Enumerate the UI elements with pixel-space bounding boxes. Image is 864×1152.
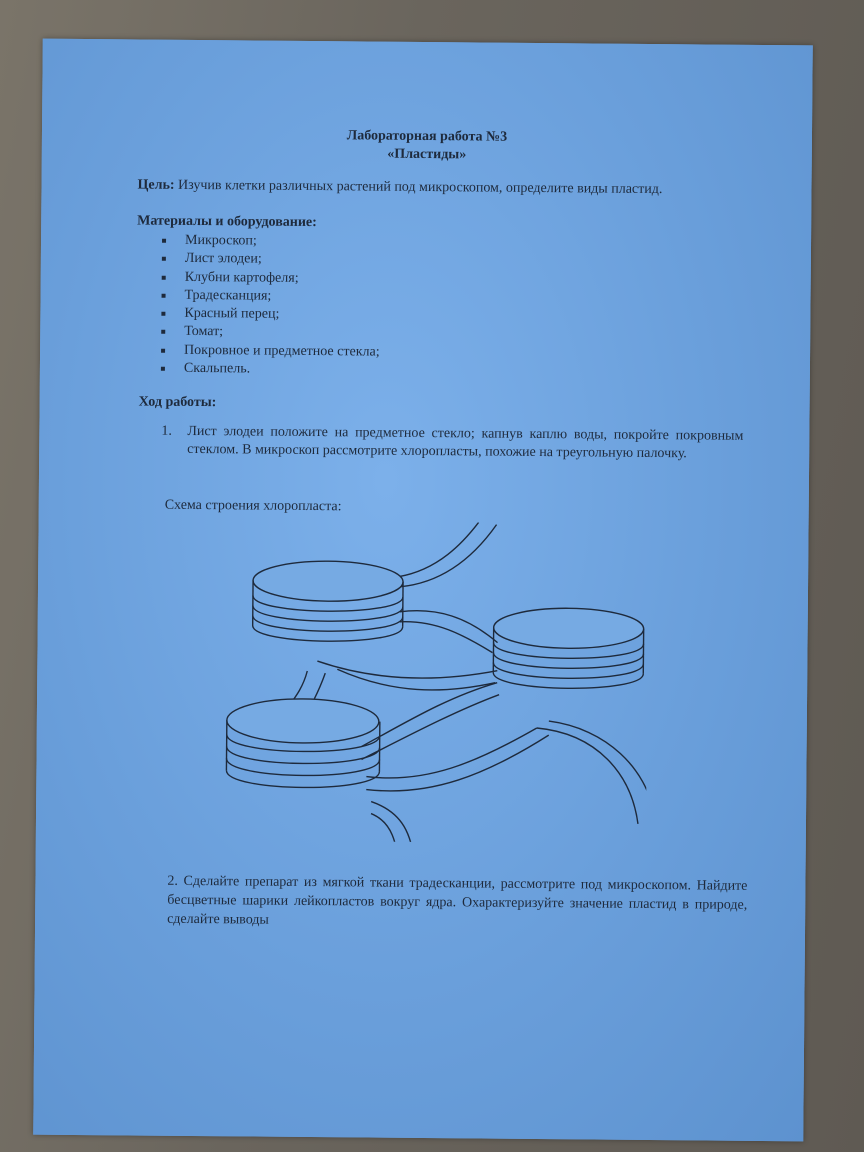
granum-bottom-left <box>226 698 380 788</box>
list-item: Лист элодеи; <box>159 250 381 270</box>
list-item: Покровное и предметное стекла; <box>158 341 380 361</box>
goal-paragraph <box>137 177 777 199</box>
list-item: Клубни картофеля; <box>159 268 381 288</box>
scheme-caption: Схема строения хлоропласта: <box>164 497 342 515</box>
list-item: Томат; <box>158 323 380 343</box>
step-1-text: Лист элодеи положите на предметное стекло; капнув каплю воды, покройте покровным стеклом. В микроскоп рассмотрите хлоропласты, похожие на треугольную палочку. <box>187 423 744 462</box>
step-2: 2. Сделайте препарат из мягкой ткани традесканции, рассмотрите под микроскопом. Найдите бесцветные шарики лейкопластов вокруг ядра. Охарактеризуйте значение пластид в природе, сделайте выводы <box>167 873 748 928</box>
list-item: Красный перец; <box>158 305 380 325</box>
list-item: Скальпель. <box>158 360 380 380</box>
list-item: Традесканция; <box>158 287 380 307</box>
step-1 <box>161 423 744 464</box>
materials-list <box>158 232 381 380</box>
granum-right <box>493 608 644 689</box>
title-line-2: «Пластиды» <box>387 146 467 163</box>
worksheet-page <box>33 39 813 1142</box>
document-title <box>42 125 812 168</box>
granum-top-left <box>253 561 404 642</box>
step-1-number: 1. <box>161 423 172 439</box>
chloroplast-diagram <box>176 520 649 844</box>
list-item: Микроскоп; <box>159 232 381 252</box>
goal-text: Изучив клетки различных растений под микроскопом, определите виды пластид. <box>174 177 663 198</box>
materials-heading: Материалы и оборудование: <box>137 213 317 231</box>
goal-label: Цель: <box>137 177 175 193</box>
title-line-1: Лабораторная работа №3 <box>346 128 508 145</box>
procedure-heading: Ход работы: <box>138 394 217 411</box>
